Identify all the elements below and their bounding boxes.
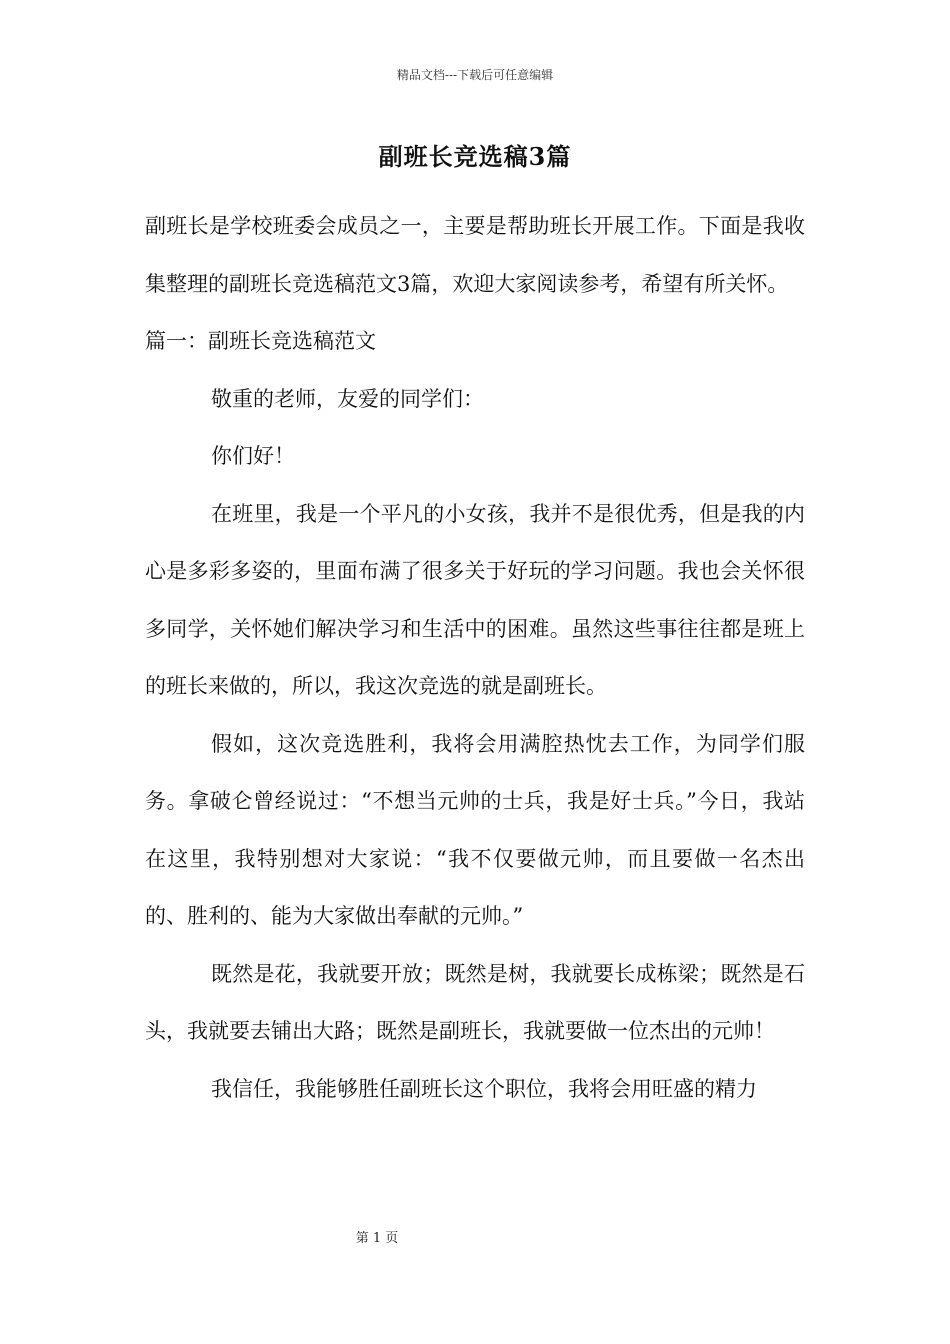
page-header: 精品文档---下载后可任意编辑 [396,68,554,82]
section-heading: 篇一：副班长竞选稿范文 [145,329,376,353]
greeting: 你们好！ [211,444,295,468]
page-number: 第 1 页 [355,1231,399,1246]
body-paragraph-2: 假如，这次竞选胜利，我将会用满腔热忱去工作，为同学们服务。拿破仑曾经说过：“不想当元帅的士兵，我是好士兵。”今日，我站在这里，我特别想对大家说：“我不仅要做元帅，而且要做一名杰出的、胜利的、能为大家做出奉献的元帅。” [145,731,805,928]
document-title: 副班长竞选稿3篇 [378,142,572,171]
intro-paragraph: 副班长是学校班委会成员之一，主要是帮助班长开展工作。下面是我收集整理的副班长竞选稿范文3篇，欢迎大家阅读参考，希望有所关怀。 [145,214,805,296]
body-paragraph-3: 既然是花，我就要开放；既然是树，我就要长成栋梁；既然是石头，我就要去铺出大路；既然是副班长，我就要做一位杰出的元帅！ [145,961,805,1043]
salutation: 敬重的老师，友爱的同学们： [211,386,484,411]
document-body [145,198,805,1118]
body-paragraph-1: 在班里，我是一个平凡的小女孩，我并不是很优秀，但是我的内心是多彩多姿的，里面布满了很多关于好玩的学习问题。我也会关怀很多同学，关怀她们解决学习和生活中的困难。虽然这些事往往都是班上的班长来做的，所以，我这次竞选的就是副班长。 [145,501,805,698]
body-paragraph-4: 我信任，我能够胜任副班长这个职位，我将会用旺盛的精力 [211,1076,757,1101]
